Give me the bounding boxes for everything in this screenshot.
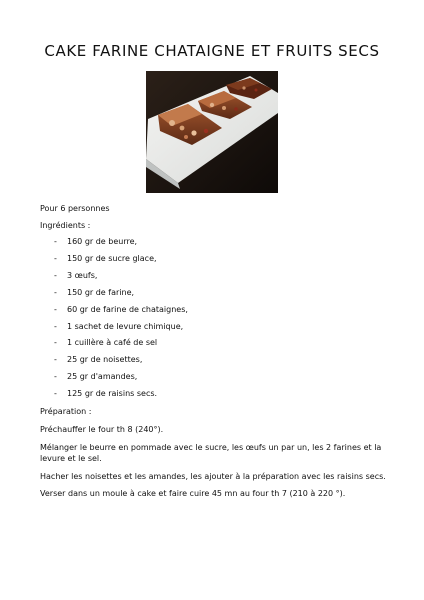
cake-photo xyxy=(146,71,278,193)
ingredient-item: - 1 cuillère à café de sel xyxy=(54,335,390,352)
preparation-step: Mélanger le beurre en pommade avec le sucre, les œufs un par un, les 2 farines et la levure et le sel. xyxy=(40,442,382,464)
ingredients-heading: Ingrédients : xyxy=(40,221,91,230)
preparation-step: Verser dans un moule à cake et faire cuire 45 mn au four th 7 (210 à 220 °). xyxy=(40,489,346,499)
recipe-content xyxy=(40,200,390,500)
ingredient-item: - 25 gr d'amandes, xyxy=(54,369,390,386)
ingredient-item: - 160 gr de beurre, xyxy=(54,234,390,251)
page-title: CAKE FARINE CHATAIGNE ET FRUITS SECS xyxy=(44,42,380,60)
preparation-step: Préchauffer le four th 8 (240°). xyxy=(40,425,164,435)
ingredients-list xyxy=(40,234,390,403)
ingredient-item: - 60 gr de farine de chataignes, xyxy=(54,302,390,319)
servings: Pour 6 personnes xyxy=(40,204,110,213)
preparation-step: Hacher les noisettes et les amandes, les ajouter à la préparation avec les raisins secs. xyxy=(40,471,386,481)
ingredient-item: - 3 œufs, xyxy=(54,268,390,285)
cake-photo-illustration xyxy=(146,71,278,193)
ingredient-item: - 125 gr de raisins secs. xyxy=(54,386,390,403)
ingredient-item: - 25 gr de noisettes, xyxy=(54,352,390,369)
ingredient-item: - 150 gr de sucre glace, xyxy=(54,251,390,268)
preparation-heading: Préparation : xyxy=(40,407,92,417)
ingredient-item: - 1 sachet de levure chimique, xyxy=(54,319,390,336)
ingredient-item: - 150 gr de farine, xyxy=(54,285,390,302)
